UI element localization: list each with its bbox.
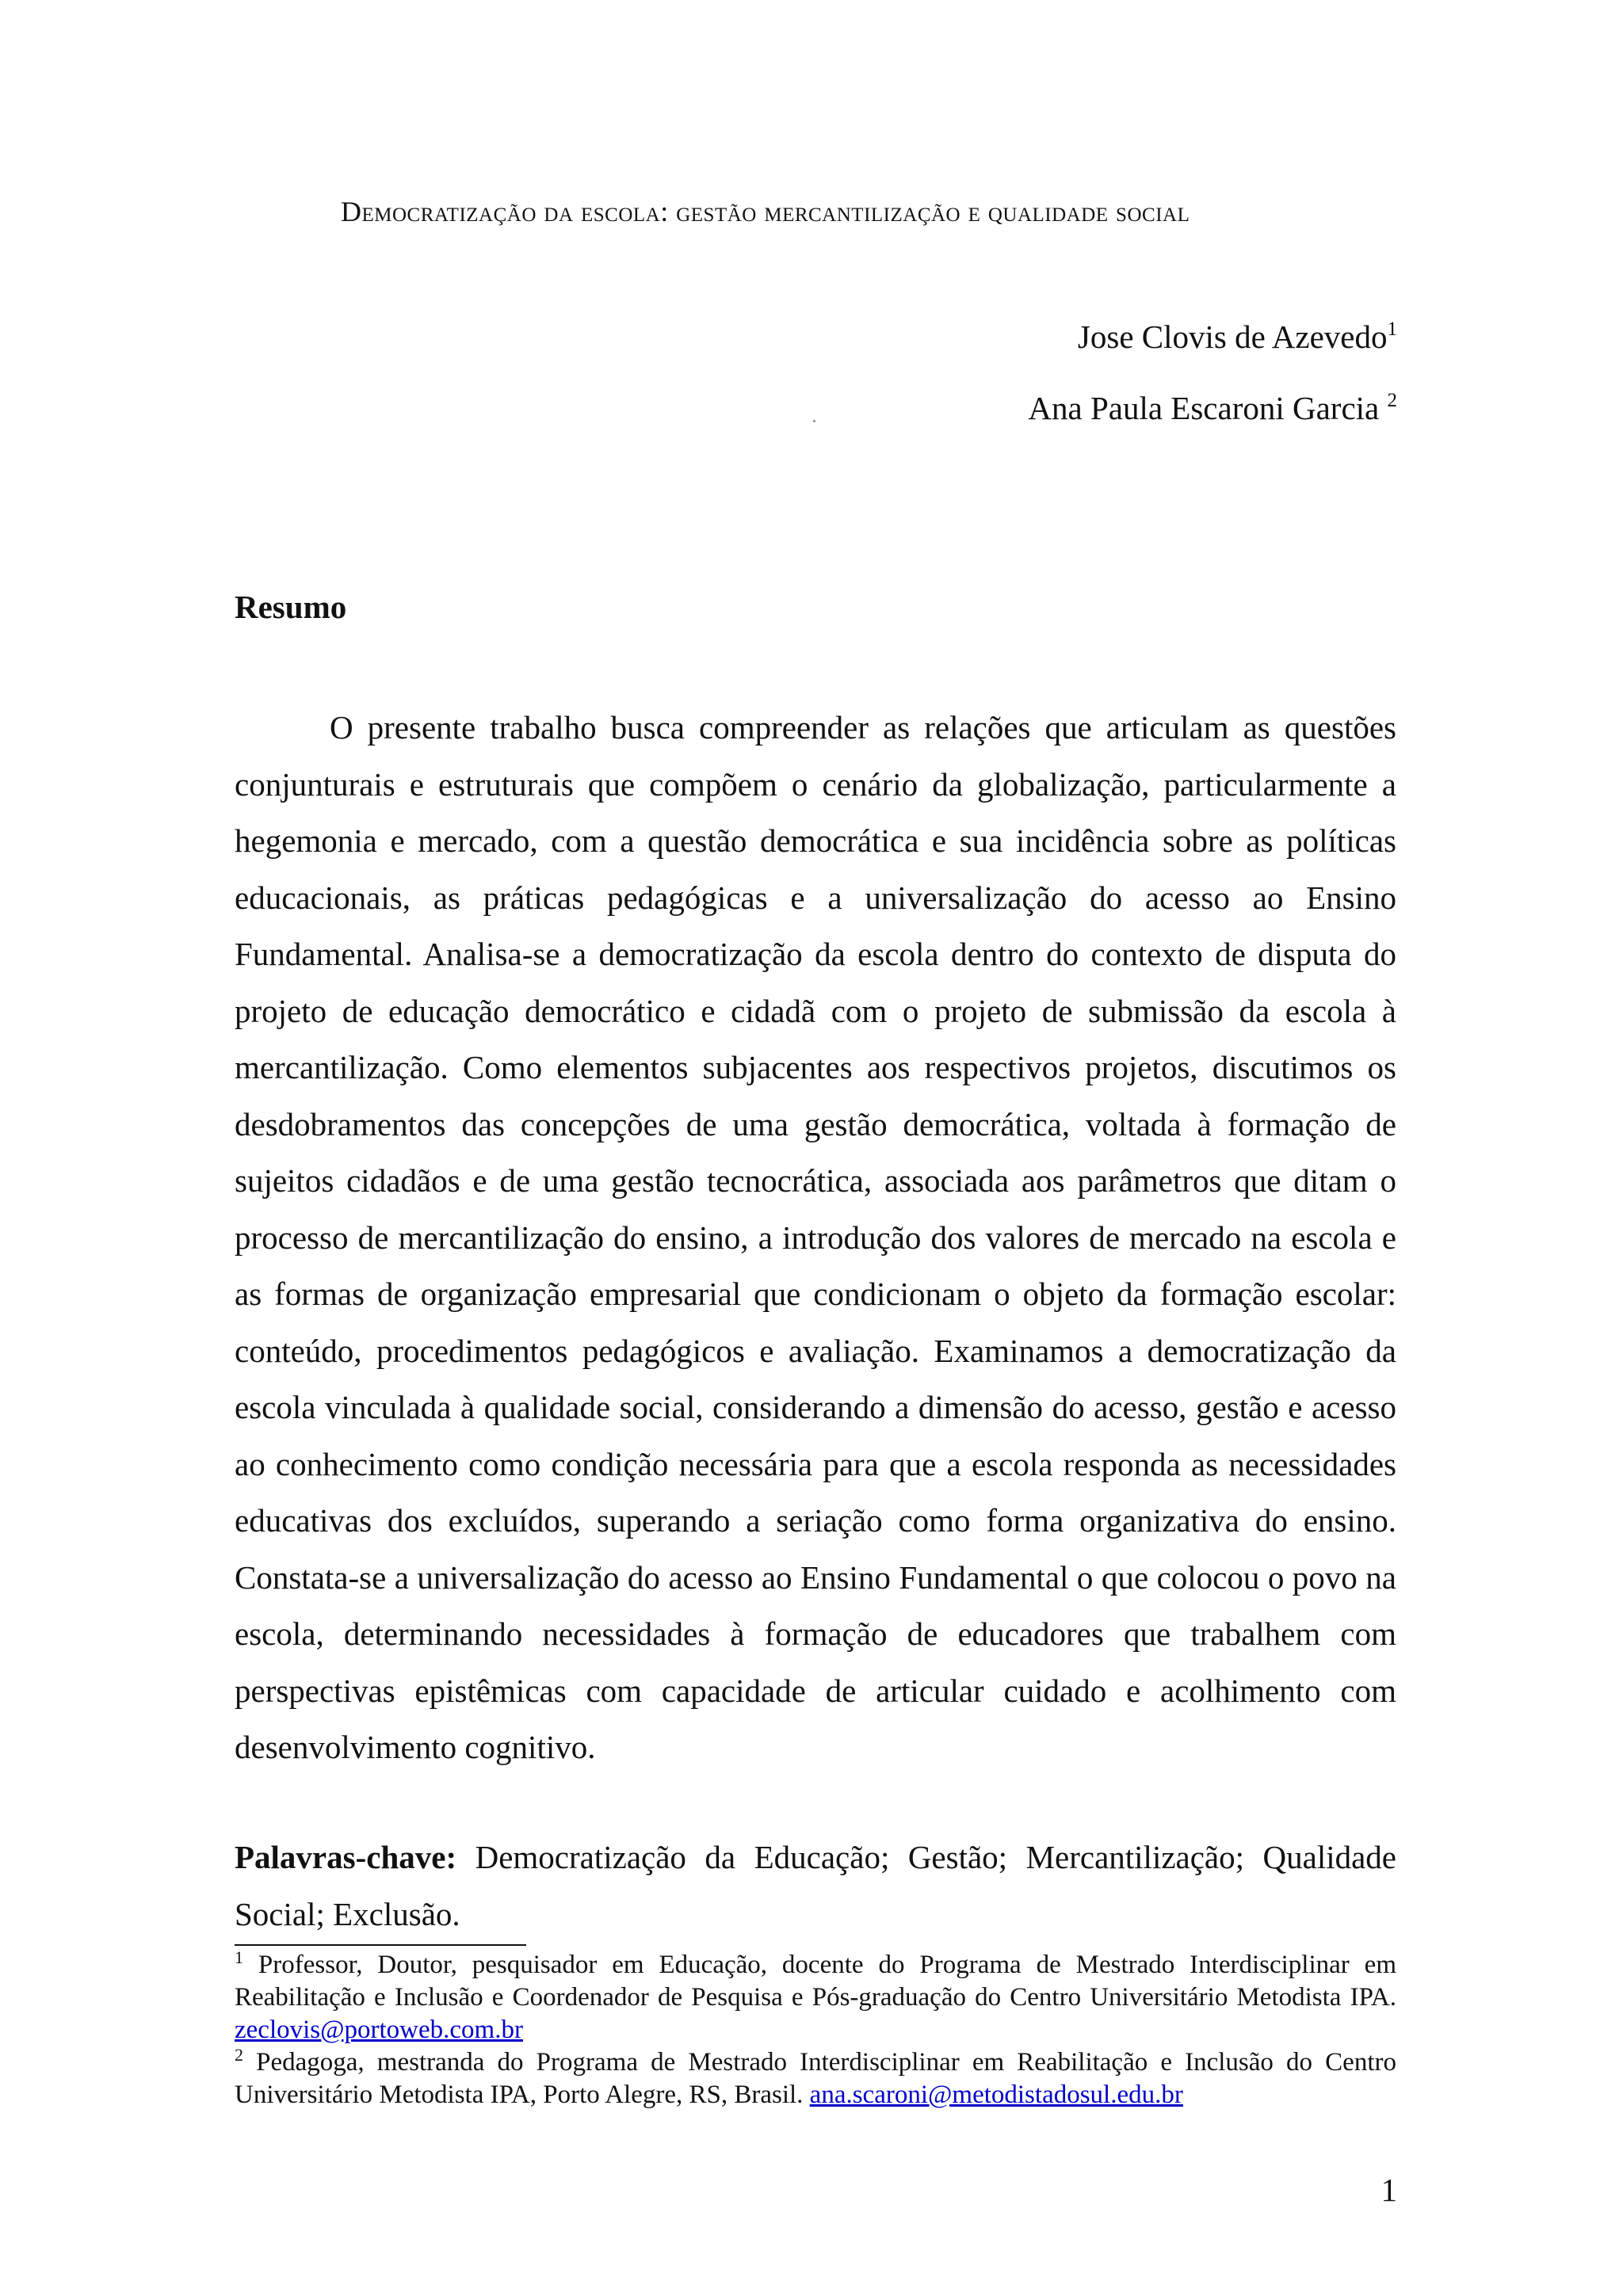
paper-title: Democratização da escola: gestão mercantilização e qualidade social xyxy=(341,196,1190,227)
email-link[interactable]: zeclovis@portoweb.com.br xyxy=(235,2016,523,2044)
footnote-mark: 2 xyxy=(235,2045,243,2065)
author-name: Ana Paula Escaroni Garcia xyxy=(1028,390,1388,426)
author-footnote-mark: 1 xyxy=(1387,318,1397,340)
abstract-body: O presente trabalho busca compreender as relações que articulam as questões conjunturais e estruturais que compõem o cenário da globalização, particularmente a hegemonia e mercado, com a questão democrática e sua incidência sobre as políticas educacionais, as práticas pedagógicas e a universalização do acesso ao Ensino Fundamental. Analisa-se a democratização da escola dentro do contexto de disputa do projeto de educação democrático e cidadã com o projeto de submissão da escola à mercantilização. Como elementos subjacentes aos respectivos projetos, discutimos os desdobramentos das concepções de uma gestão democrática, voltada à formação de sujeitos cidadãos e de uma gestão tecnocrática, associada aos parâmetros que ditam o processo de mercantilização do ensino, a introdução dos valores de mercado na escola e as formas de organização empresarial que condicionam o objeto da formação escolar: conteúdo, procedimentos pedagógicos e avaliação. Examinamos a democratização da escola vinculada à qualidade social, considerando a dimensão do acesso, gestão e acesso ao conhecimento como condição necessária para que a escola responda as necessidades educativas dos excluídos, superando a seriação como forma organizativa do ensino. Constata-se a universalização do acesso ao Ensino Fundamental o que colocou o povo na escola, determinando necessidades à formação de educadores que trabalhem com perspectivas epistêmicas com capacidade de articular cuidado e acolhimento com desenvolvimento cognitivo. xyxy=(235,709,1396,1765)
footnote-text: Pedagoga, mestranda do Programa de Mestrado Interdisciplinar em Reabilitação e Inclusão do Centro Universitário Metodista IPA, Porto Alegre, RS, Brasil. xyxy=(235,2048,1396,2109)
footnote-text: Professor, Doutor, pesquisador em Educação, docente do Programa de Mestrado Interdisciplinar em Reabilitação e Inclusão e Coordenador de Pesquisa e Pós-graduação do Centro Universitário Metodista IPA. xyxy=(235,1951,1396,2012)
footnote-2 xyxy=(235,2046,1396,2111)
footnote-divider xyxy=(235,1944,526,1946)
keywords-paragraph xyxy=(235,1829,1396,1943)
keywords-label: Palavras-chave: xyxy=(235,1839,457,1875)
author-footnote-mark: 2 xyxy=(1387,390,1397,411)
author-list xyxy=(1028,301,1397,444)
keywords-text: Democratização da Educação; Gestão; Mercantilização; Qualidade Social; Exclusão. xyxy=(235,1839,1396,1932)
footnote-mark: 1 xyxy=(235,1947,243,1967)
author-name: Jose Clovis de Azevedo xyxy=(1077,318,1388,355)
stray-dot xyxy=(813,420,815,422)
footnote-1 xyxy=(235,1949,1396,2046)
page-number: 1 xyxy=(1381,2172,1397,2208)
author-line xyxy=(1028,372,1397,444)
email-link[interactable]: ana.scaroni@metodistadosul.edu.br xyxy=(809,2081,1183,2109)
abstract-heading: Resumo xyxy=(235,589,347,625)
author-line xyxy=(1028,301,1397,372)
footnotes xyxy=(235,1949,1396,2111)
